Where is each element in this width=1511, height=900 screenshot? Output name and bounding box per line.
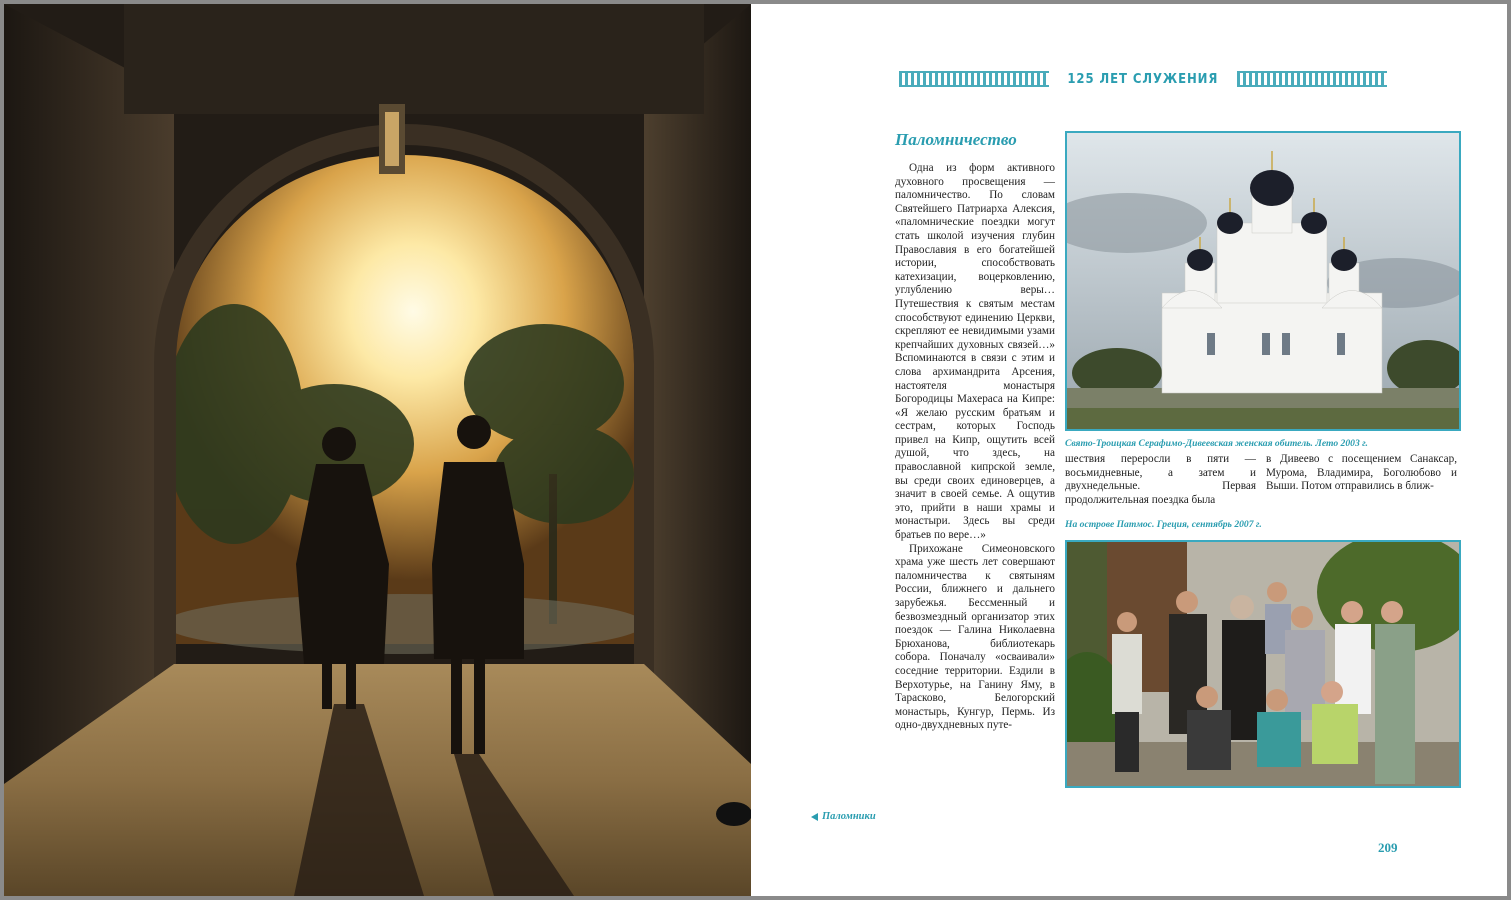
caption-patmos: На острове Патмос. Греция, сентябрь 2007 г. bbox=[1065, 519, 1262, 530]
running-header-title: 125 ЛЕТ СЛУЖЕНИЯ bbox=[1067, 71, 1219, 87]
cathedral-image bbox=[1067, 133, 1459, 429]
mid-text-right: в Дивеево с посещением Санаксар, Мурома, Владимира, Боголюбово и Выши. Потом отправились в ближ- bbox=[1266, 453, 1457, 493]
arch-silhouette-image bbox=[4, 4, 751, 896]
arrow-left-icon bbox=[811, 813, 818, 821]
group-image bbox=[1067, 542, 1459, 786]
right-page bbox=[751, 4, 1507, 896]
patmos-group-photo bbox=[1065, 540, 1461, 788]
mid-text-columns bbox=[1065, 453, 1457, 515]
page-number: 209 bbox=[1378, 840, 1398, 855]
main-text-column bbox=[895, 162, 1055, 733]
caption-cathedral: Свято-Троицкая Серафимо-Дивеевская женская обитель. Лето 2003 г. bbox=[1065, 438, 1368, 449]
mid-text-left: шествия переросли в пяти — восьмидневные, а затем и двухнедельные. Первая продолжительная поездка была bbox=[1065, 453, 1256, 506]
paragraph: Прихожане Симеоновского храма уже шесть лет совершают паломничества к святыням России, ближнего и дальнего зарубежья. Бессменный и безвозмездный организатор этих поездок — Галина Николаевна Брюханова, библиотекарь собора. Поначалу «осваивали» соседние территории. Ездили в Верхотурье, на Ганину Яму, в Тарасково, Белогорский монастырь, Кунгур, Пермь. Из одно-двухдневных путе- bbox=[895, 542, 1055, 732]
left-page-photo bbox=[4, 4, 751, 896]
ornament-right bbox=[1237, 71, 1387, 87]
footer-link-pilgrims[interactable] bbox=[811, 811, 876, 822]
ornament-left bbox=[899, 71, 1049, 87]
section-title: Паломничество bbox=[895, 130, 1017, 149]
paragraph: Одна из форм активного духовного просвещения — паломничество. По словам Святейшего Патриарха Алексия, «паломнические поездки могут стать школой изучения глубин Православия в его богатейшей истории, способствовать катехизации, воцерковлению, углублению веры… Путешествия к святым местам способствуют единению Церкви, скрепляют ее невидимыми узами крепчайших духовных связей…» Вспоминаются в связи с этим и слова архимандрита Арсения, настоятеля монастыря Богородицы Махераса на Кипре: «Я желаю русским братьям и сестрам, которых Господь привел на Кипр, ощутить всей душой, что здесь, на православной кипрской земле, вы среди своих единоверцев, а значит в своей семье. А ощутив это, прийти в наши храмы и монастыри. Здесь вы среди братьев по вере…» bbox=[895, 162, 1055, 542]
running-header bbox=[893, 66, 1393, 92]
footer-link-label: Паломники bbox=[822, 811, 876, 822]
cathedral-photo bbox=[1065, 131, 1461, 431]
book-spread bbox=[4, 4, 1507, 896]
